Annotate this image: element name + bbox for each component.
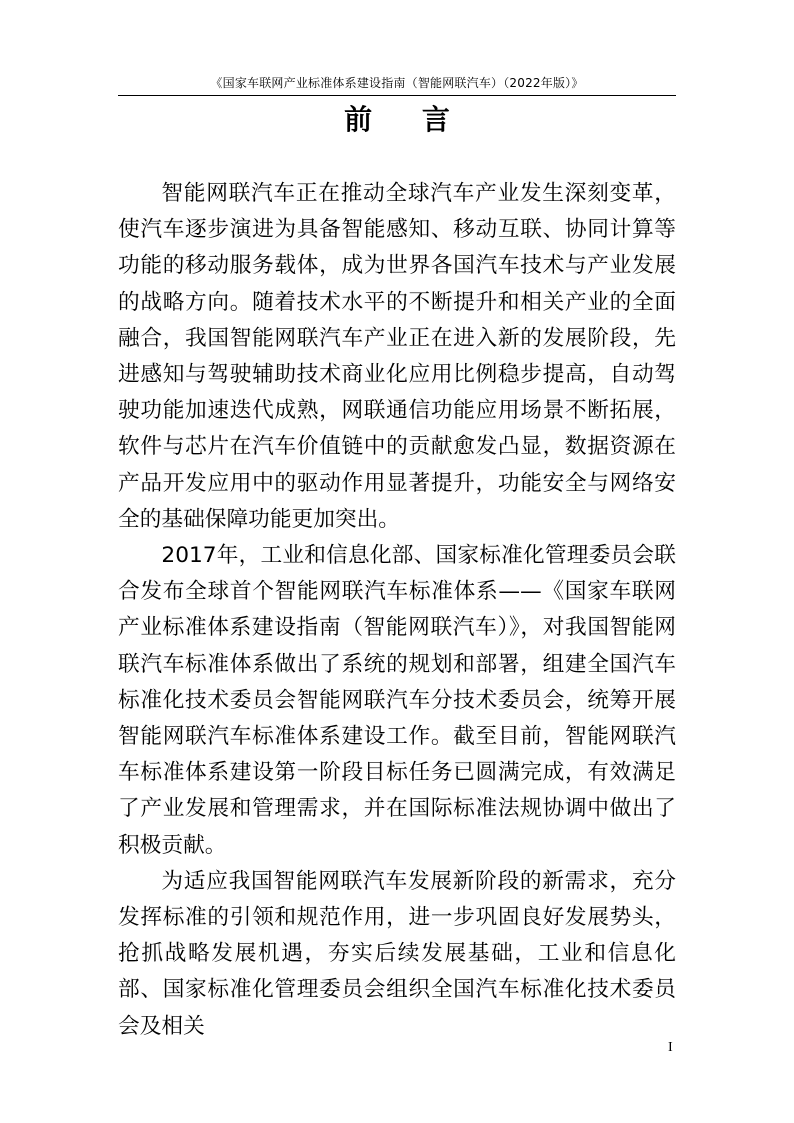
paragraph-2: 2017年，工业和信息化部、国家标准化管理委员会联合发布全球首个智能网联汽车标准体系——《国家车联网产业标准体系建设指南（智能网联汽车）》，对我国智能网联汽车标准体系做出了系统的规划和部署，组建全国汽车标准化技术委员会智能网联汽车分技术委员会，统筹开展智能网联汽车标准体系建设工作。截至目前，智能网联汽车标准体系建设第一阶段目标任务已圆满完成，有效满足了产业发展和管理需求，并在国际标准法规协调中做出了积极贡献。 [118, 543, 676, 858]
paragraph-3: 为适应我国智能网联汽车发展新阶段的新需求，充分发挥标准的引领和规范作用，进一步巩固良好发展势头，抢抓战略发展机遇，夯实后续发展基础，工业和信息化部、国家标准化管理委员会组织全国汽车标准化技术委员会及相关 [118, 868, 676, 1039]
page-title: 前 言 [344, 103, 470, 136]
paragraph-1: 智能网联汽车正在推动全球汽车产业发生深刻变革，使汽车逐步演进为具备智能感知、移动互联、协同计算等功能的移动服务载体，成为世界各国汽车技术与产业发展的战略方向。随着技术水平的不断提升和相关产业的全面融合，我国智能网联汽车产业正在进入新的发展阶段，先进感知与驾驶辅助技术商业化应用比例稳步提高，自动驾驶功能加速迭代成熟，网联通信功能应用场景不断拓展，软件与芯片在汽车价值链中的贡献愈发凸显，数据资源在产品开发应用中的驱动作用显著提升，功能安全与网络安全的基础保障功能更加突出。 [118, 181, 676, 532]
body-text [118, 176, 676, 1045]
page-number: I [668, 1040, 673, 1055]
header-rule [118, 95, 676, 96]
running-header: 《国家车联网产业标准体系建设指南（智能网联汽车）（2022年版）》 [210, 76, 584, 90]
